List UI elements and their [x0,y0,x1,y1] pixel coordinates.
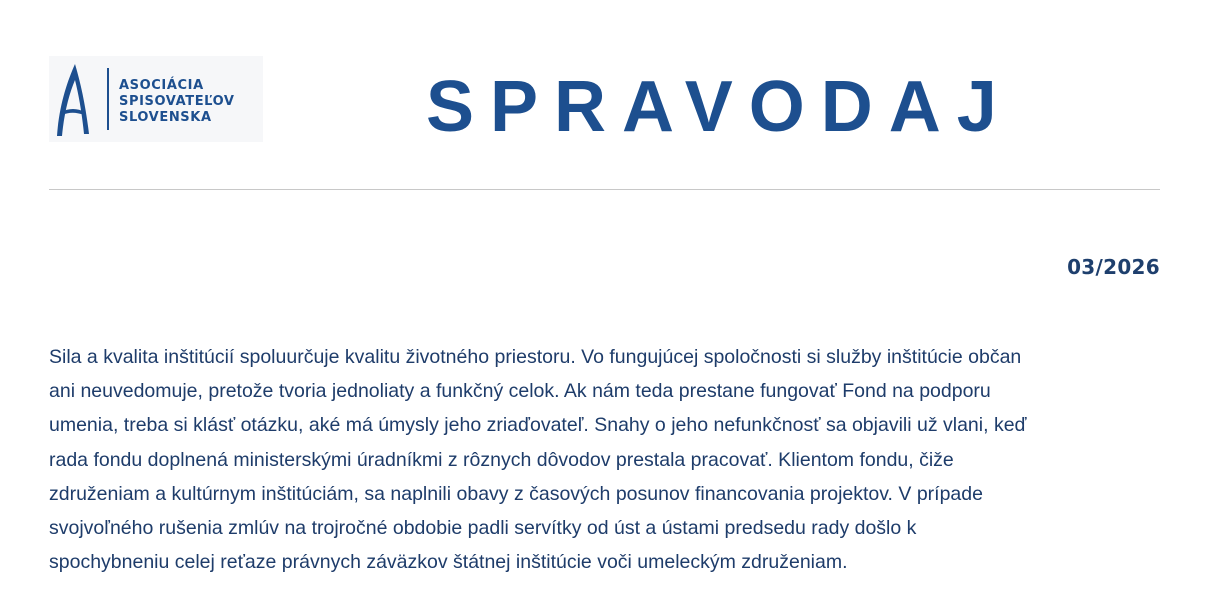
masthead-title: SPRAVODAJ [426,67,1013,147]
article-paragraph [49,340,1169,579]
logo-line: ASOCIÁCIA [119,78,204,93]
article-line: Sila a kvalita inštitúcií spoluurčuje kvalitu životného priestoru. Vo fungujúcej spoločnosti si služby inštitúcie občan [49,346,1022,368]
association-logo [49,56,263,142]
logo-line: SPISOVATEĽOV [119,94,235,109]
logo-line: SLOVENSKA [119,110,212,125]
issue-number: 03/2026 [1067,255,1160,279]
article-line: ani neuvedomuje, pretože tvoria jednoliaty a funkčný celok. Ak nám teda prestane fungovať Fond na podporu [49,380,991,403]
article-line: rada fondu doplnená ministerskými úradníkmi z rôznych dôvodov prestala pracovať. Klientom fondu, čiže [49,448,954,471]
article-line: svojvoľného rušenia zmlúv na trojročné obdobie padli servítky od úst a ústami predsedu rady došlo k [49,517,917,540]
logo-divider [107,68,109,130]
article-line: spochybneniu celej reťaze právnych záväzkov štátnej inštitúcie voči umeleckým združeniam. [49,551,848,574]
header-divider [49,189,1160,190]
article-line: umenia, treba si klásť otázku, aké má úmysly jeho zriaďovateľ. Snahy o jeho nefunkčnosť sa objavili už vlani, keď [49,414,1027,437]
quill-a-logo-icon [53,62,91,140]
logo-wordmark [119,78,235,126]
article-line: združeniam a kultúrnym inštitúciám, sa naplnili obavy z časových posunov financovania projektov. V prípade [49,482,983,505]
